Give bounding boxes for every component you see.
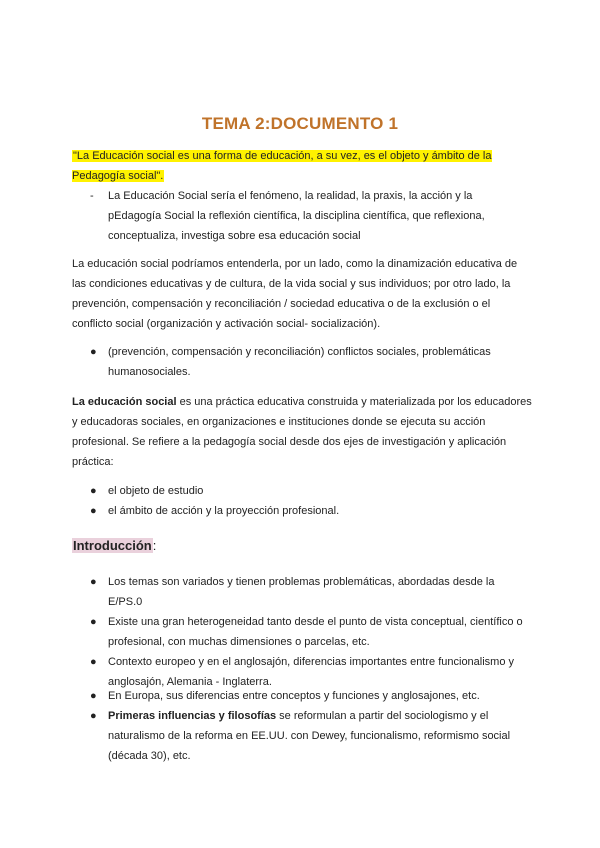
bullet-list-item bbox=[90, 481, 528, 501]
bullet-marker: ● bbox=[90, 505, 97, 517]
intro-list-item bbox=[90, 572, 528, 612]
intro-item-text: Existe una gran heterogeneidad tanto desde el punto de vista conceptual, científico o profesional, con muchas dimensiones o parcelas, etc. bbox=[108, 616, 523, 648]
bullet-list-item bbox=[90, 501, 528, 521]
intro-item-text: Los temas son variados y tienen problemas problemáticas, abordadas desde la E/PS.0 bbox=[108, 576, 495, 608]
paragraph-practice bbox=[72, 392, 532, 472]
bullet-item-text: el objeto de estudio bbox=[108, 485, 204, 497]
bullet-item-text: el ámbito de acción y la proyección profesional. bbox=[108, 505, 340, 517]
bullet-marker: ● bbox=[90, 346, 97, 358]
dash-marker: - bbox=[90, 190, 94, 202]
document-title: TEMA 2:DOCUMENTO 1 bbox=[201, 114, 399, 133]
dash-list-item bbox=[90, 186, 528, 246]
quote-highlight: "La Educación social es una forma de educación, a su vez, es el objeto y ámbito de la Pedagogía social". bbox=[72, 150, 492, 182]
bullet-marker: ● bbox=[90, 576, 97, 588]
paragraph-body: es una práctica educativa construida y materializada por los educadores y educadoras sociales, en organizaciones e instituciones donde se ejecuta su acción profesional. Se refiere a la pedagogía social desde dos ejes de investigación y aplicación práctica: bbox=[72, 396, 532, 468]
intro-item-text: Contexto europeo y en el anglosajón, diferencias importantes entre funcionalismo y anglosajón, Alemania - Inglaterra. bbox=[108, 656, 515, 688]
intro-list-item bbox=[90, 686, 528, 706]
section-heading-colon: : bbox=[152, 538, 157, 553]
intro-item-text: En Europa, sus diferencias entre conceptos y funciones y anglosajones, etc. bbox=[108, 690, 480, 702]
intro-list-item bbox=[90, 612, 528, 652]
bullet-marker: ● bbox=[90, 690, 97, 702]
dash-item-text: La Educación Social sería el fenómeno, la realidad, la praxis, la acción y la pEdagogía Social la reflexión científica, la disciplina científica, que reflexiona, conceptualiza, investiga sobre esa educación social bbox=[108, 190, 485, 242]
highlighted-quote bbox=[72, 146, 532, 186]
section-heading-introduccion bbox=[72, 536, 156, 556]
intro-item-text: se reformulan a partir del sociologismo y el naturalismo de la reforma en EE.UU. con Dewey, funcionalismo, reformismo social (década 30), etc. bbox=[108, 710, 511, 762]
bullet-marker: ● bbox=[90, 485, 97, 497]
bullet-list-item bbox=[90, 342, 528, 382]
paragraph-definition: La educación social podríamos entenderla, por un lado, como la dinamización educativa de las condiciones educativas y de cultura, de la vida social y sus individuos; por otro lado, la prevención, compensación y reconciliación / sociedad educativa o de la exclusión o el conflicto social (organización y activación social- socialización). bbox=[72, 258, 518, 330]
bullet-marker: ● bbox=[90, 656, 97, 668]
section-heading-text: Introducción bbox=[73, 538, 152, 553]
intro-bold-term: Primeras influencias y filosofías bbox=[108, 710, 277, 722]
bullet-marker: ● bbox=[90, 616, 97, 628]
paragraph-bold-term: La educación social bbox=[72, 396, 177, 408]
intro-list-item bbox=[90, 706, 528, 766]
bullet-item-text: (prevención, compensación y reconciliación) conflictos sociales, problemáticas humanosociales. bbox=[108, 346, 491, 378]
bullet-marker: ● bbox=[90, 710, 97, 722]
